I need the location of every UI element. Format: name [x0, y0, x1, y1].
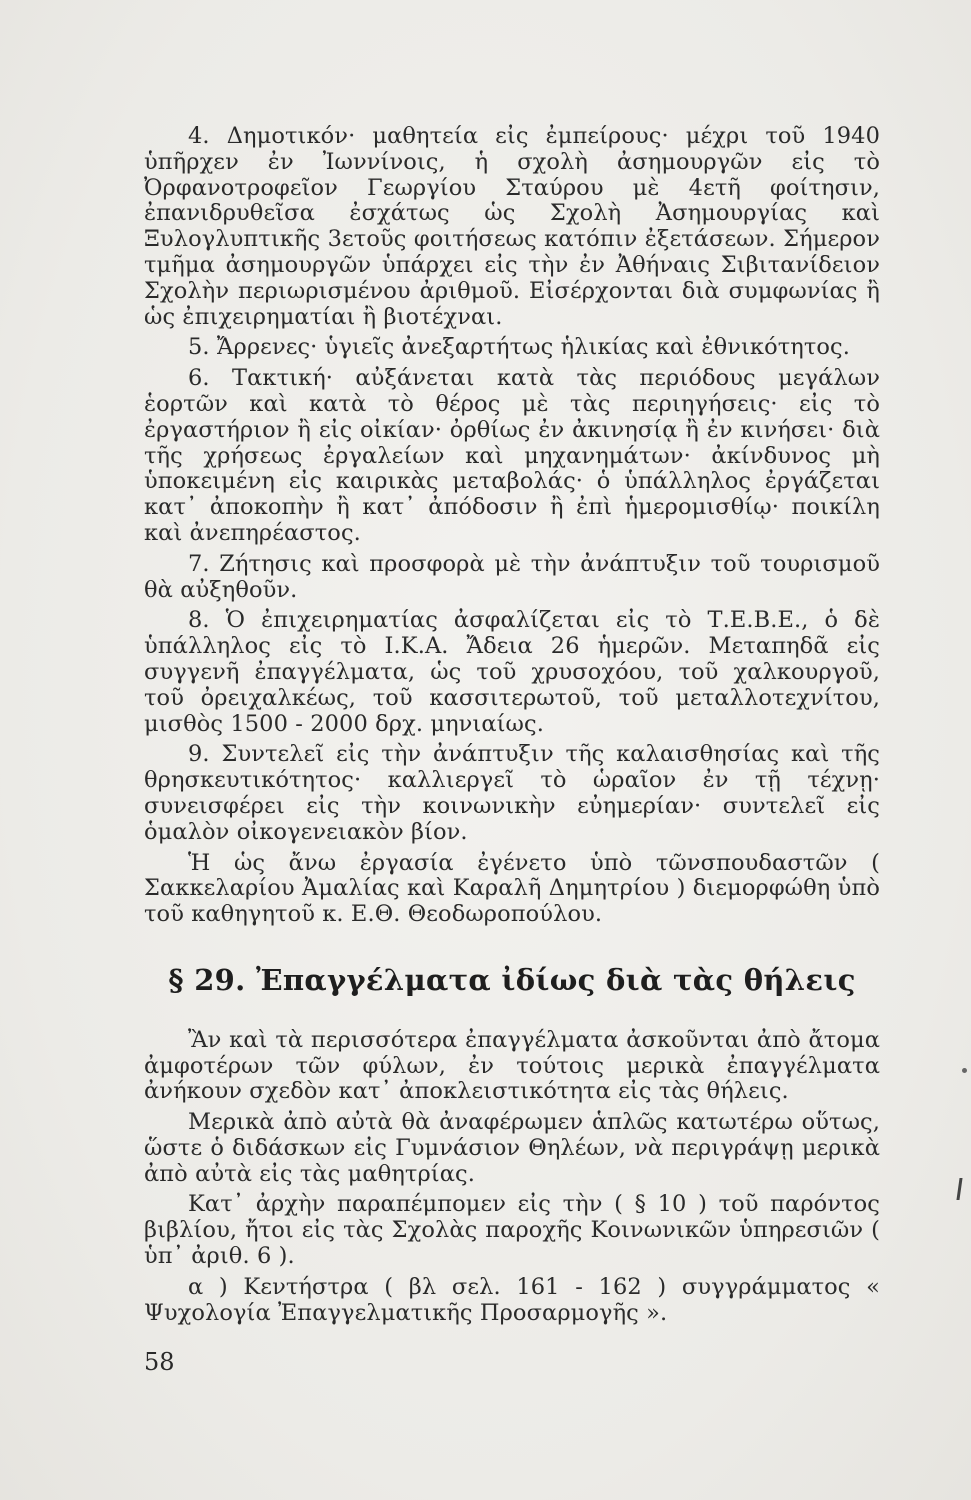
paragraph-credits: Ἡ ὡς ἄνω ἐργασία ἐγένετο ὑπὸ τῶνσπουδαστῶν ( Σακκελαρίου Ἀμαλίας καὶ Καραλῆ Δημητρίου ) διεμορφώθη ὑπὸ τοῦ καθηγητοῦ κ. Ε.Θ. Θεοδωροπούλου. — [144, 849, 880, 928]
paragraph-item-7: 7. Ζήτησις καὶ προσφορὰ μὲ τὴν ἀνάπτυξιν τοῦ τουρισμοῦ θὰ αὐξηθοῦν. — [144, 550, 880, 603]
page-number: 58 — [144, 1348, 175, 1376]
paragraph-item-5: 5. Ἄρρενες· ὑγιεῖς ἀνεξαρτήτως ἡλικίας καὶ ἐθνικότητος. — [188, 334, 851, 361]
paragraph-item-9: 9. Συντελεῖ εἰς τὴν ἀνάπτυξιν τῆς καλαισθησίας καὶ τῆς θρησκευτικότητος· καλλιεργεῖ τὸ ὡραῖον ἐν τῇ τέχνῃ· συνεισφέρει εἰς τὴν κοινωνικὴν εὐημερίαν· συντελεῖ εἰς ὁμαλὸν οἰκογενειακὸν βίον. — [144, 741, 880, 845]
paragraph-reference: Κατ᾽ ἀρχὴν παραπέμπομεν εἰς τὴν ( § 10 ) τοῦ παρόντος βιβλίου, ἤτοι εἰς τὰς Σχολὰς παροχῆς Κοινωνικῶν ὑπηρεσιῶν ( ὑπ᾽ ἀριθ. 6 ). — [144, 1191, 880, 1270]
paragraph-item-a: α ) Κεντήστρα ( βλ σελ. 161 - 162 ) συγγράμματος « Ψυχολογία Ἐπαγγελματικῆς Προσαρμογῆς ». — [144, 1273, 880, 1326]
paragraph-item-6: 6. Τακτική· αὐξάνεται κατὰ τὰς περιόδους μεγάλων ἑορτῶν καὶ κατὰ τὸ θέρος μὲ τὰς περιηγήσεις· εἰς τὸ ἐργαστήριον ἢ εἰς οἰκίαν· ὀρθίως ἐν ἀκινησίᾳ ἢ ἐν κινήσει· διὰ τῆς χρήσεως ἐργαλείων καὶ μηχανημάτων· ἀκίνδυνος μὴ ὑποκειμένη εἰς καιρικὰς μεταβολάς· ὁ ὑπάλληλος ἐργάζεται κατ᾽ ἀποκοπὴν ἢ κατ᾽ ἀπόδοσιν ἢ ἐπὶ ἡμερομισθίῳ· ποικίλη καὶ ἀνεπηρέαστος. — [144, 365, 880, 546]
section-heading: § 29. Ἐπαγγέλματα ἰδίως διὰ τὰς θήλεις — [168, 962, 856, 997]
paragraph-item-4: 4. Δημοτικόν· μαθητεία εἰς ἐμπείρους· μέχρι τοῦ 1940 ὑπῆρχεν ἐν Ἰωννίνοις, ἡ σχολὴ ἀσημουργῶν εἰς τὸ Ὀρφανοτροφεῖον Γεωργίου Σταύρου μὲ 4ετῆ φοίτησιν, ἐπανιδρυθεῖσα ἐσχάτως ὡς Σχολὴ Ἀσημουργίας καὶ Ξυλογλυπτικῆς 3ετοῦς φοιτήσεως κατόπιν ἐξετάσεων. Σήμερον τμῆμα ἀσημουργῶν ὑπάρχει εἰς τὴν ἐν Ἀθήναις Σιβιτανίδειον Σχολὴν περιωρισμένου ἀριθμοῦ. Εἰσέρχονται διὰ συμφωνίας ἢ ὡς ἐπιχειρηματίαι ἢ βιοτέχναι. — [144, 123, 880, 330]
page-body-text — [144, 124, 880, 1331]
paragraph-item-8: 8. Ὁ ἐπιχειρηματίας ἀσφαλίζεται εἰς τὸ Τ.Ε.Β.Ε., ὁ δὲ ὑπάλληλος εἰς τὸ Ι.Κ.Α. Ἄδεια 26 ἡμερῶν. Μεταπηδᾶ εἰς συγγενῆ ἐπαγγέλματα, ὡς τοῦ χρυσοχόου, τοῦ χαλκουργοῦ, τοῦ ὀρειχαλκέως, τοῦ κασσιτερωτοῦ, τοῦ μεταλλοτεχνίτου, μισθὸς 1500 - 2000 δρχ. μηνιαίως. — [144, 607, 880, 737]
margin-speck-mark — [962, 1068, 967, 1073]
margin-scribble-mark — [956, 1178, 968, 1200]
paragraph-intro: Ἂν καὶ τὰ περισσότερα ἐπαγγέλματα ἀσκοῦνται ἀπὸ ἄτομα ἀμφοτέρων τῶν φύλων, ἐν τούτοις μερικὰ ἐπαγγέλματα ἀνήκουν σχεδὸν κατ᾽ ἀποκλειστικότητα εἰς τὰς θήλεις. — [144, 1026, 880, 1105]
paragraph-note: Μερικὰ ἀπὸ αὐτὰ θὰ ἀναφέρωμεν ἁπλῶς κατωτέρω οὕτως, ὥστε ὁ διδάσκων εἰς Γυμνάσιον Θηλέων, νὰ περιγράψῃ μερικὰ ἀπὸ αὐτὰ εἰς τὰς μαθητρίας. — [144, 1109, 880, 1187]
